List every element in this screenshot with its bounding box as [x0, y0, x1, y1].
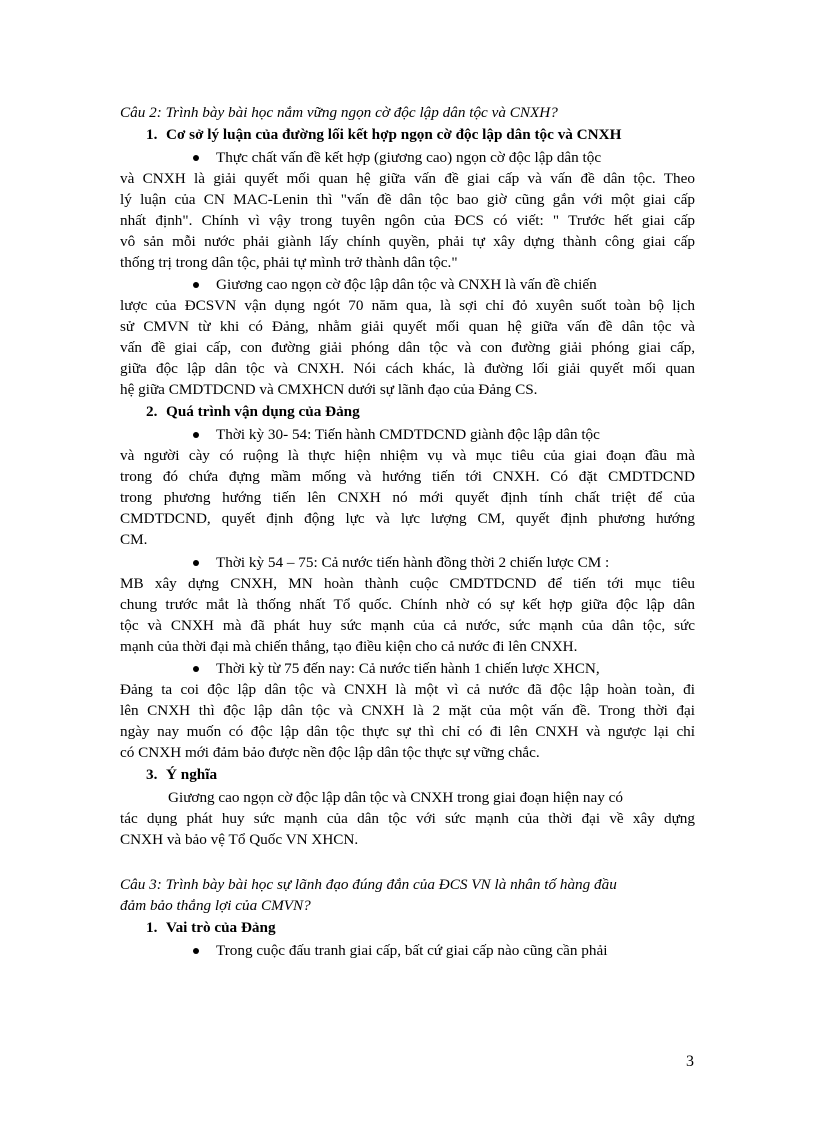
paragraph-line: tộc và CNXH mà đã phát huy sức mạnh của cả nước, sức mạnh của dân tộc, sức — [120, 617, 695, 634]
paragraph-line: MB xây dựng CNXH, MN hoàn thành cuộc CMDTDCND để tiến tới mục tiêu — [120, 575, 695, 592]
paragraph-line: lên CNXH thì độc lập dân tộc và CNXH là 2 mặt của một vấn đề. Trong thời đại — [120, 702, 695, 719]
question-3-title-line: Câu 3: Trình bày bài học sự lãnh đạo đúng đắn của ĐCS VN là nhân tố hàng đầu — [120, 876, 617, 893]
heading-number: 2. — [146, 403, 158, 420]
paragraph-line: vô sản mỗi nước phải giành lấy chính quyền, phải tự xây dựng thành công giai cấp — [120, 233, 695, 250]
paragraph-line: mạnh của thời đại mà chiến thắng, tạo điều kiện cho cả nước đi lên CNXH. — [120, 638, 578, 655]
paragraph-line: nhất định". Chính vì vậy trong tuyên ngôn của ĐCS có viết: " Trước hết giai cấp — [120, 212, 695, 229]
paragraph-line: Giương cao ngọn cờ độc lập dân tộc và CNXH là vấn đề chiến — [216, 276, 597, 293]
bullet-icon — [193, 666, 199, 672]
paragraph-line: hệ giữa CMDTDCND và CMXHCN dưới sự lãnh đạo của Đảng CS. — [120, 381, 538, 398]
paragraph-line: Thời kỳ từ 75 đến nay: Cả nước tiến hành 1 chiến lược XHCN, — [216, 660, 600, 677]
bullet-icon — [193, 432, 199, 438]
paragraph-line: ngày nay muốn có độc lập dân tộc thực sự thì chỉ có đi lên CNXH và ngược lại chỉ — [120, 723, 695, 740]
paragraph-line: Trong cuộc đấu tranh giai cấp, bất cứ giai cấp nào cũng cần phải — [216, 942, 608, 959]
paragraph-line: Đảng ta coi độc lập dân tộc và CNXH là một vì cả nước đã độc lập hoàn toàn, đi — [120, 681, 695, 698]
bullet-icon — [193, 560, 199, 566]
heading-number: 3. — [146, 766, 158, 783]
paragraph-line: CM. — [120, 531, 148, 548]
section-heading-3: Ý nghĩa — [166, 766, 218, 783]
paragraph-line: giữa độc lập dân tộc và CNXH. Nói cách khác, là đường lối giải quyết mối quan — [120, 360, 695, 377]
paragraph-line: trong phương hướng tiến lên CNXH nó mới quyết định tính chất triệt để của — [120, 489, 695, 506]
question-3-title-line: đảm bảo thắng lợi của CMVN? — [120, 897, 311, 914]
section-heading-q3-1: Vai trò của Đảng — [166, 919, 276, 936]
paragraph-line: chung trước mắt là thống nhất Tổ quốc. Chính nhờ có sự kết hợp giữa độc lập dân — [120, 596, 695, 613]
paragraph-line: Giương cao ngọn cờ độc lập dân tộc và CNXH trong giai đoạn hiện nay có — [168, 789, 623, 806]
paragraph-line: sử CMVN từ khi có Đảng, nhằm giải quyết mối quan hệ giữa vấn đề dân tộc và — [120, 318, 695, 335]
section-heading-2: Quá trình vận dụng của Đảng — [166, 403, 360, 420]
paragraph-line: Thời kỳ 30- 54: Tiến hành CMDTDCND giành độc lập dân tộc — [216, 426, 600, 443]
paragraph-line: vấn đề giai cấp, con đường giải phóng dân tộc và con đường giải phóng giai cấp, — [120, 339, 695, 356]
paragraph-line: có CNXH mới đảm bảo được nền độc lập dân tộc thực sự vững chắc. — [120, 744, 540, 761]
heading-number: 1. — [146, 126, 158, 143]
paragraph-line: và CNXH là giải quyết mối quan hệ giữa vấn đề giai cấp và vấn đề dân tộc. Theo — [120, 170, 695, 187]
paragraph-line: và người cày có ruộng là thực hiện nhiệm vụ và mục tiêu của giai đoạn đầu mà — [120, 447, 695, 464]
section-heading-1: Cơ sở lý luận của đường lối kết hợp ngọn cờ độc lập dân tộc và CNXH — [166, 126, 622, 143]
paragraph-line: trong đó chứa đựng mầm mống và hướng tiến tới CNXH. Có đặt CMDTDCND — [120, 468, 695, 485]
paragraph-line: lược của ĐCSVN vận dụng ngót 70 năm qua, là sợi chỉ đỏ xuyên suốt toàn bộ lịch — [120, 297, 695, 314]
heading-number: 1. — [146, 919, 158, 936]
paragraph-line: tác dụng phát huy sức mạnh của dân tộc với sức mạnh của thời đại về xây dựng — [120, 810, 695, 827]
question-2-title: Câu 2: Trình bày bài học nắm vững ngọn cờ độc lập dân tộc và CNXH? — [120, 104, 558, 121]
paragraph-line: Thực chất vấn đề kết hợp (giương cao) ngọn cờ độc lập dân tộc — [216, 149, 602, 166]
paragraph-line: CMDTDCND, quyết định động lực và lực lượng CM, quyết định phương hướng — [120, 510, 695, 527]
bullet-icon — [193, 282, 199, 288]
paragraph-line: thống trị trong dân tộc, phải tự mình trở thành dân tộc." — [120, 254, 458, 271]
page-number: 3 — [686, 1053, 694, 1070]
paragraph-line: Thời kỳ 54 – 75: Cả nước tiến hành đồng thời 2 chiến lược CM : — [216, 554, 610, 571]
paragraph-line: lý luận của CN MAC-Lenin thì "vấn đề dân tộc bao giờ cũng gắn với một giai cấp — [120, 191, 695, 208]
bullet-icon — [193, 155, 199, 161]
paragraph-line: CNXH và bảo vệ Tổ Quốc VN XHCN. — [120, 831, 359, 848]
bullet-icon — [193, 948, 199, 954]
